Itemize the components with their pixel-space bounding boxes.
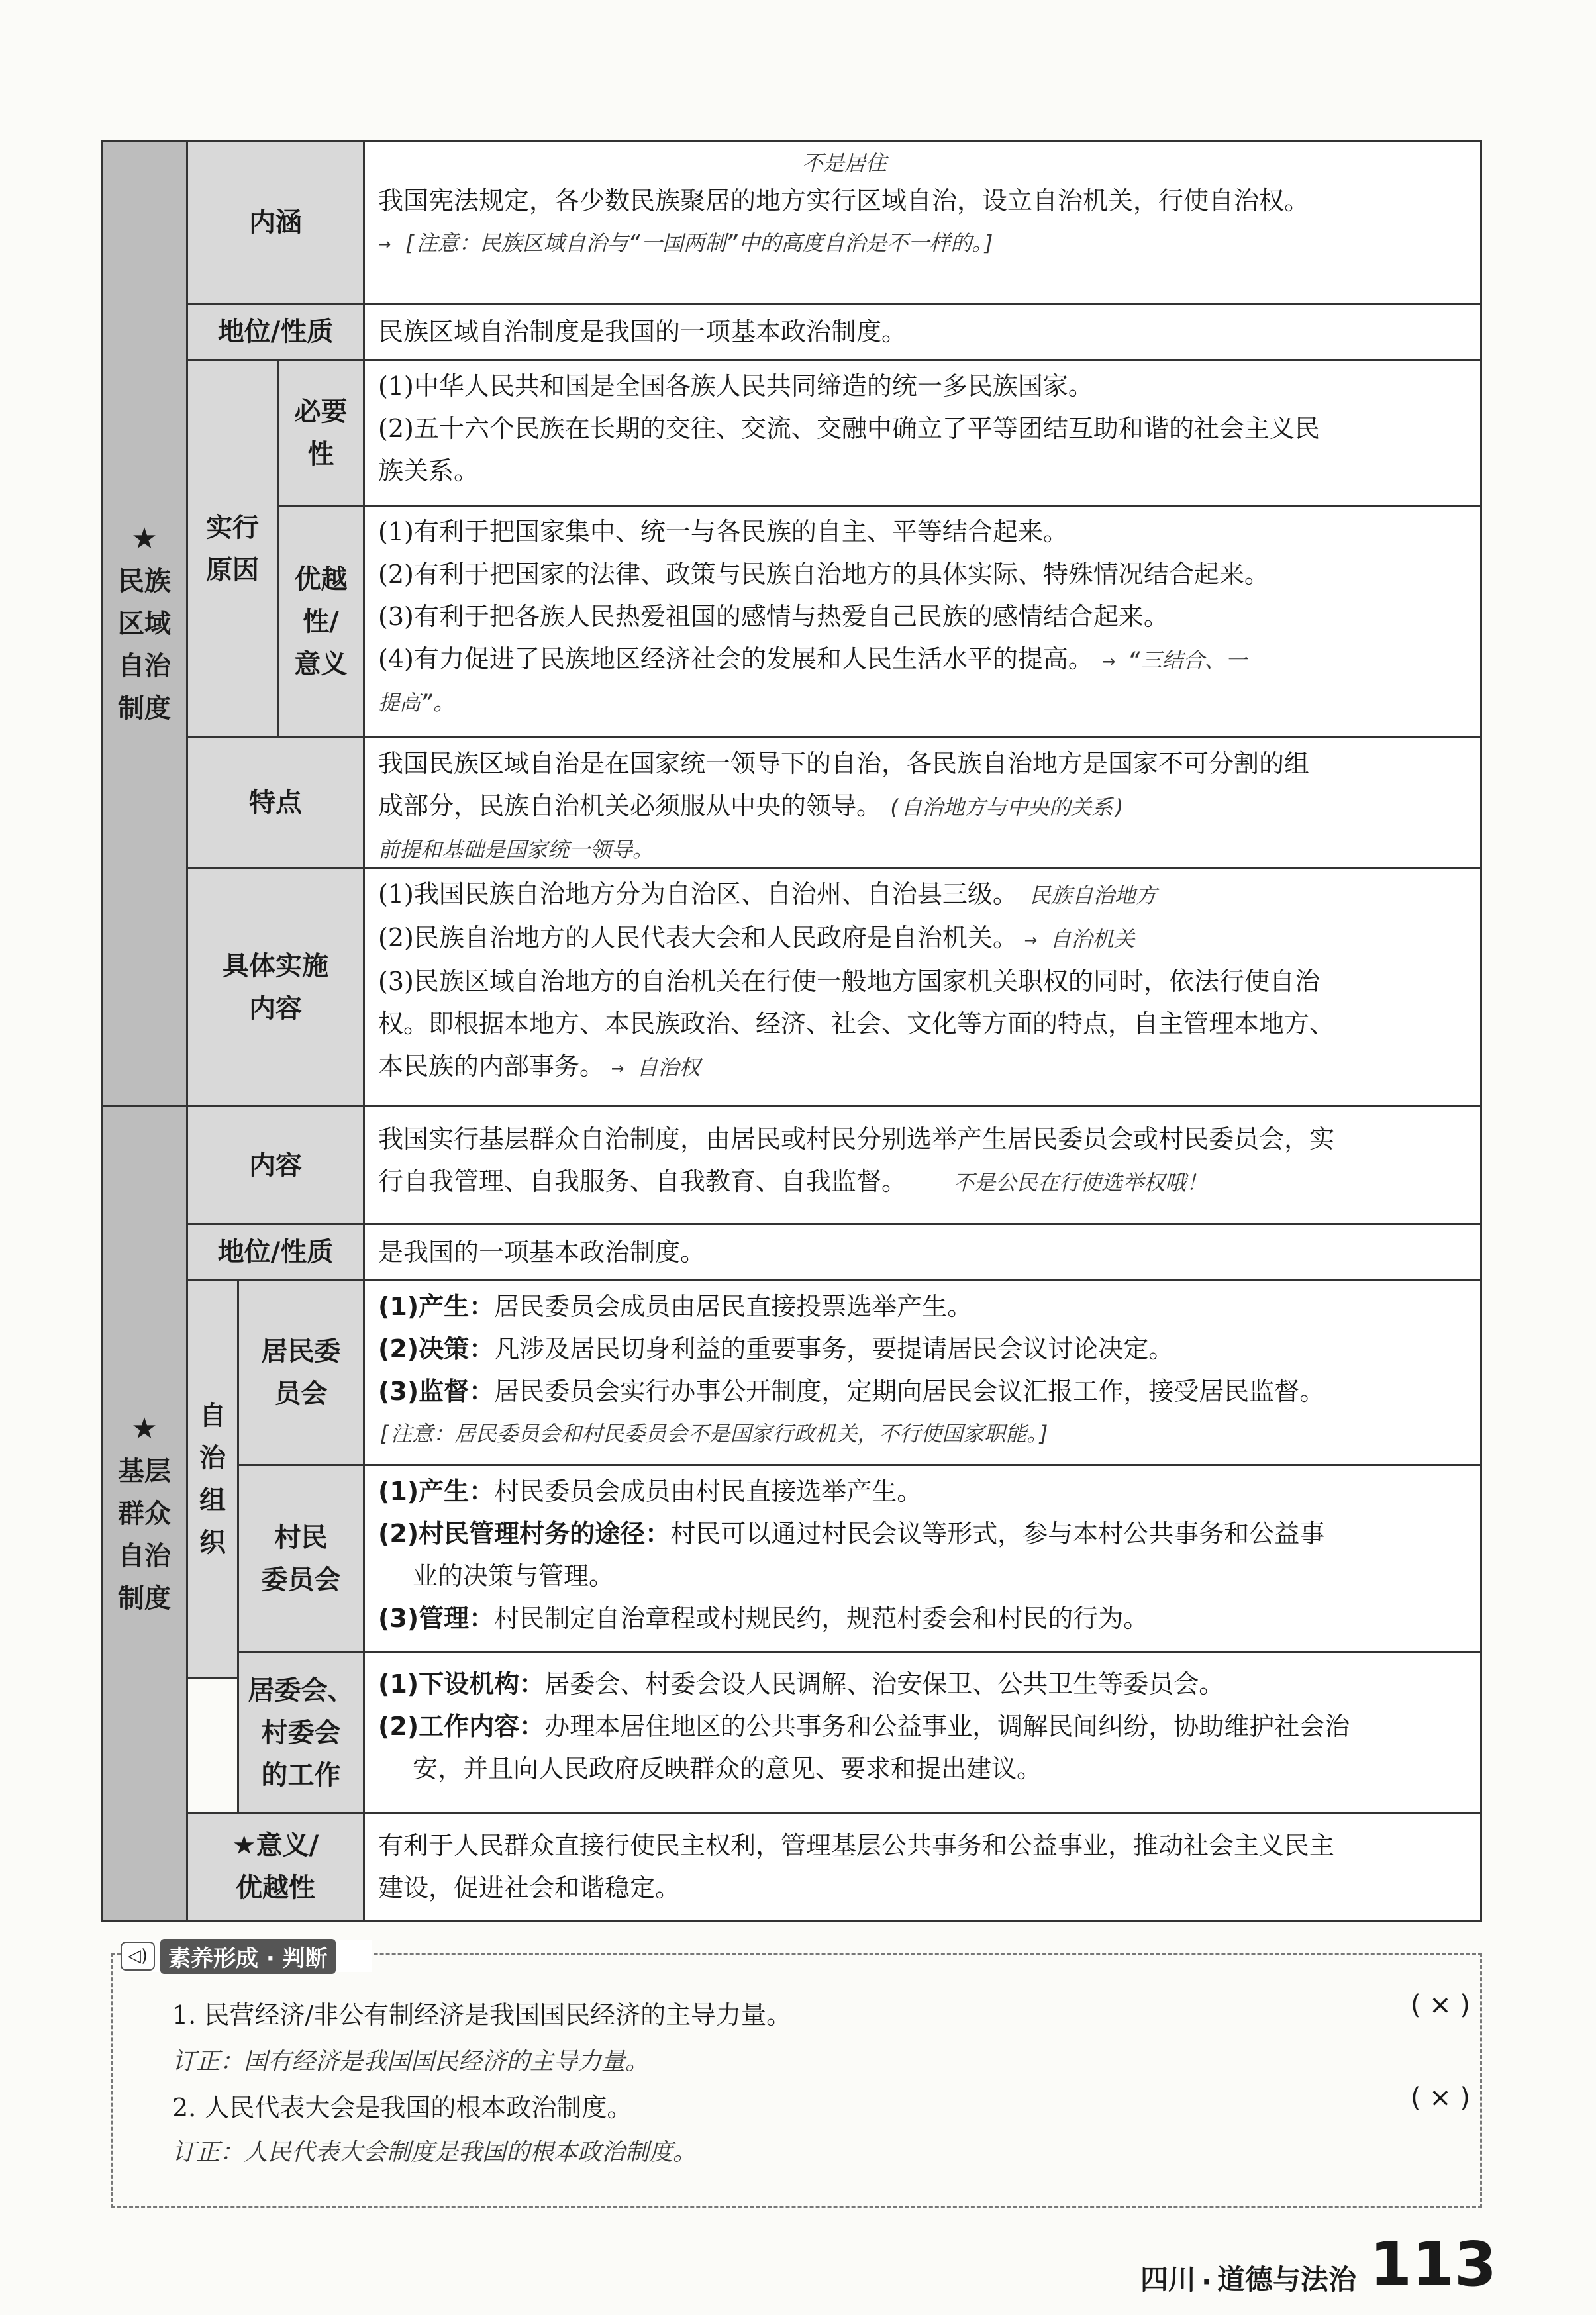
judge-mark-2: ( × ) bbox=[1410, 2083, 1470, 2113]
zzzz-label: 自 治 组 织 bbox=[186, 1279, 239, 1679]
footer-region: 四川 bbox=[1140, 2263, 1196, 2296]
neirong-label: 内容 bbox=[186, 1105, 365, 1225]
cunwei-label: 村民 委员会 bbox=[237, 1464, 365, 1653]
handwritten-note: → 自治权 bbox=[611, 1055, 701, 1080]
biyao-content: (1)中华人民共和国是全国各族人民共同缔造的统一多民族国家。 (2)五十六个民族在长期的交往、交流、交融中确立了平等团结互助和谐的社会主义民 族关系。 bbox=[363, 359, 1482, 507]
cat-char: 民族 bbox=[118, 566, 171, 597]
yiyi-label: ★意义/ 优越性 bbox=[186, 1812, 365, 1922]
judge-mark-1: ( × ) bbox=[1410, 1990, 1470, 2020]
tedian-content: 我国民族区域自治是在国家统一领导下的自治，各民族自治地方是国家不可分割的组 成部分，民族自治机关必须服从中央的领导。 (自治地方与中央的关系) 前提和基础是国家统一领导。 bbox=[363, 736, 1482, 869]
handwritten-note: → “三结合、一 bbox=[1102, 648, 1247, 673]
page-number: 113 bbox=[1369, 2229, 1497, 2300]
gongzuo-label: 居委会、 村委会 的工作 bbox=[237, 1651, 365, 1814]
judge-box bbox=[111, 1953, 1482, 2208]
star-icon: ★ bbox=[131, 522, 158, 556]
star-icon: ★ bbox=[131, 1411, 158, 1446]
juti-label: 具体实施 内容 bbox=[186, 867, 365, 1107]
handwritten-note: [注意：居民委员会和村民委员会不是国家行政机关，不行使国家职能。] bbox=[378, 1421, 1050, 1446]
judge-q1: 1. 民营经济/非公有制经济是我国国民经济的主导力量。 bbox=[172, 2000, 792, 2030]
juwei-label: 居民委 员会 bbox=[237, 1279, 365, 1466]
cat-char: 制度 bbox=[118, 693, 171, 724]
handwritten-note: (自治地方与中央的关系) bbox=[888, 795, 1126, 820]
cunwei-content: (1)产生：村民委员会成员由村民直接选举产生。 (2)村民管理村务的途径：村民可以通过村民会议等形式，参与本村公共事务和公益事 业的决策与管理。 (3)管理：村民制定自治章程或村规民约，规范村委会和村民的行为。 bbox=[363, 1464, 1482, 1653]
yiyi-content: 有利于人民群众直接行使民主权利，管理基层公共事务和公益事业，推动社会主义民主 建设，促进社会和谐稳定。 bbox=[363, 1812, 1482, 1922]
youyue-content: (1)有利于把国家集中、统一与各民族的自主、平等结合起来。 (2)有利于把国家的法律、政策与民族自治地方的具体实际、特殊情况结合起来。 (3)有利于把各族人民热爱祖国的感情与热爱自己民族的感情结合起来。 (4)有力促进了民族地区经济社会的发展和人民生活水平的提高。 → “三结合、一 提高”。 bbox=[363, 505, 1482, 738]
neihan-content bbox=[363, 140, 1482, 305]
handwritten-note: 不是公民在行使选举权哦！ bbox=[953, 1170, 1208, 1195]
section1-category bbox=[101, 140, 188, 1107]
handwritten-note: 前提和基础是国家统一领导。 bbox=[378, 837, 654, 862]
speaker-icon: ◁) bbox=[121, 1942, 155, 1971]
shixing-label: 实行 原因 bbox=[186, 359, 279, 738]
juwei-content: (1)产生：居民委员会成员由居民直接投票选举产生。 (2)决策：凡涉及居民切身利益的重要事务，要提请居民会议讨论决定。 (3)监督：居民委员会实行办事公开制度，定期向居民会议汇报工作，接受居民监督。 [注意：居民委员会和村民委员会不是国家行政机关，不行使国家职能。] bbox=[363, 1279, 1482, 1466]
biyao-label: 必要 性 bbox=[277, 359, 365, 507]
footer-dot: · bbox=[1201, 2265, 1212, 2298]
judge-correction-1: 订正：国有经济是我国国民经济的主导力量。 bbox=[172, 2048, 650, 2075]
footer bbox=[1099, 2218, 1497, 2298]
gongzuo-content: (1)下设机构：居委会、村委会设人民调解、治安保卫、公共卫生等委员会。 (2)工作内容：办理本居住地区的公共事务和公益事业，调解民间纠纷，协助维护社会治 安，并且向人民政府反映群众的意见、要求和提出建议。 bbox=[363, 1651, 1482, 1814]
neihan-label: 内涵 bbox=[186, 140, 365, 305]
judge-q2: 2. 人民代表大会是我国的根本政治制度。 bbox=[172, 2093, 632, 2122]
juti-content: (1)我国民族自治地方分为自治区、自治州、自治县三级。 民族自治地方 (2)民族自治地方的人民代表大会和人民政府是自治机关。 → 自治机关 (3)民族区域自治地方的自治机关在行使一般地方国家机关职权的同时，依法行使自治 权。即根据本地方、本民族政治、经济、社会、文化等方面的特点，自主管理本地方、 本民族的内部事务。 → 自治权 bbox=[363, 867, 1482, 1107]
judge-correction-2: 订正：人民代表大会制度是我国的根本政治制度。 bbox=[172, 2139, 697, 2166]
diwei2-label: 地位/性质 bbox=[186, 1223, 365, 1281]
handwritten-note: 提高”。 bbox=[378, 690, 455, 715]
cat-char: 区域 bbox=[118, 609, 171, 639]
diwei-label: 地位/性质 bbox=[186, 303, 365, 361]
neihan-text: 我国宪法规定，各少数民族聚居的地方实行区域自治，设立自治机关，行使自治权。 bbox=[378, 186, 1310, 215]
handwritten-note: 民族自治地方 bbox=[1029, 883, 1157, 908]
handwritten-note: → [注意：民族区域自治与“一国两制”中的高度自治是不一样的。] bbox=[378, 230, 995, 256]
youyue-label: 优越 性/ 意义 bbox=[277, 505, 365, 738]
diwei-content: 民族区域自治制度是我国的一项基本政治制度。 bbox=[363, 303, 1482, 361]
judge-header: ◁) 素养形成 · 判断 bbox=[121, 1940, 372, 1972]
diwei2-content: 是我国的一项基本政治制度。 bbox=[363, 1223, 1482, 1281]
footer-subject: 道德与法治 bbox=[1217, 2263, 1356, 2296]
handwritten-note: 不是居住 bbox=[802, 150, 887, 175]
handwritten-note: → 自治机关 bbox=[1024, 926, 1135, 952]
section2-category: ★ 基层 群众 自治 制度 bbox=[101, 1105, 188, 1922]
neirong-content: 我国实行基层群众自治制度，由居民或村民分别选举产生居民委员会或村民委员会，实 行自我管理、自我服务、自我教育、自我监督。 不是公民在行使选举权哦！ bbox=[363, 1105, 1482, 1225]
tedian-label: 特点 bbox=[186, 736, 365, 869]
cat-char: 自治 bbox=[118, 651, 171, 681]
